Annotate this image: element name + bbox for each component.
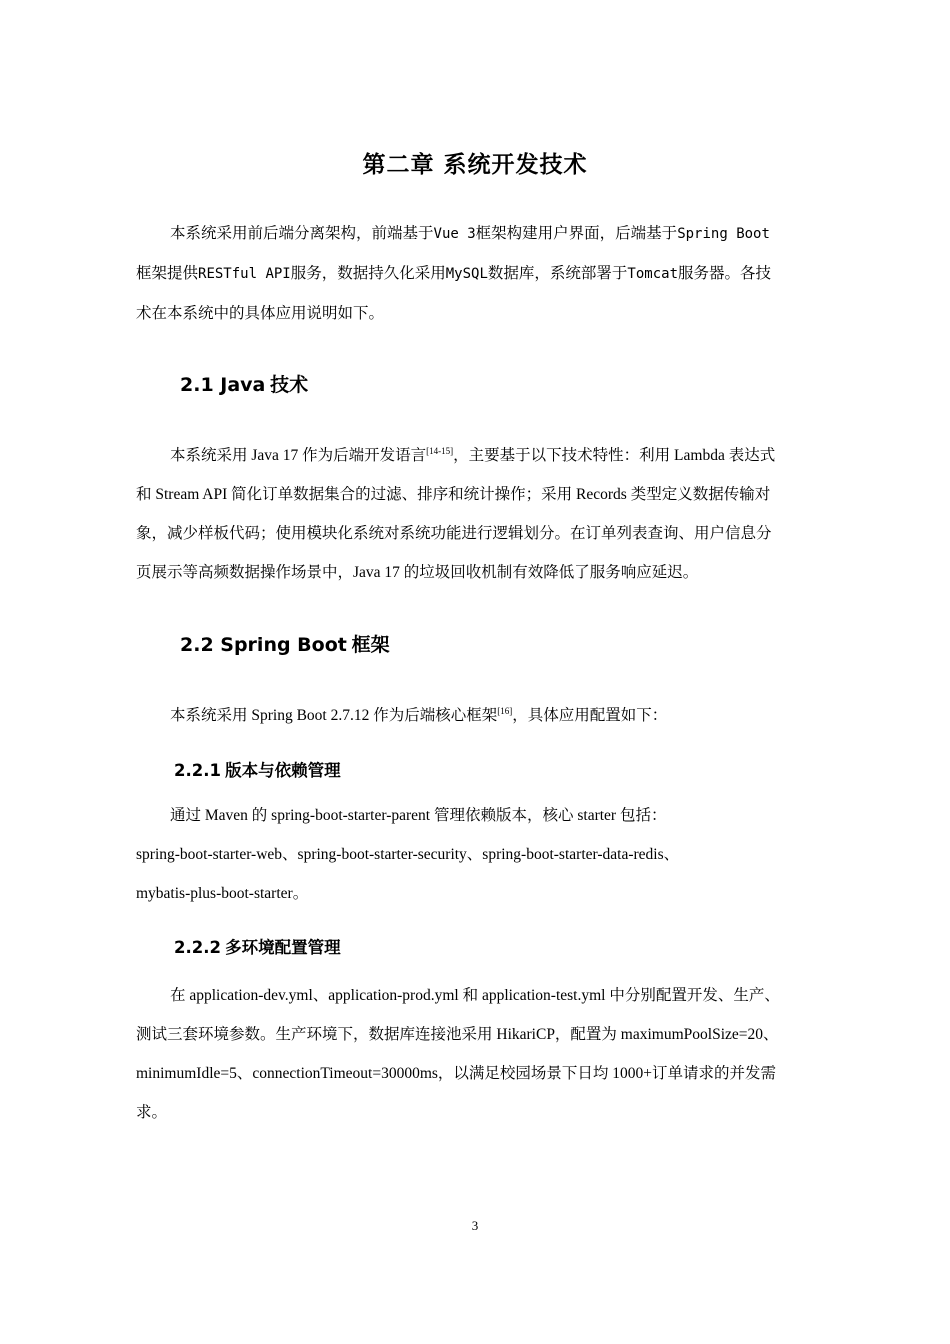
section-2-2-2-line-4: 求。 [136,1104,168,1121]
citation-ref: [16] [497,706,513,716]
section-2-2-1-line-3: mybatis-plus-boot-starter。 [136,885,309,902]
section-2-1-line-1: 本系统采用 Java 17 作为后端开发语言[14-15]，主要基于以下技术特性：利用 Lambda 表达式 [170,446,776,464]
section-2-2-1-paragraph [136,796,824,913]
page-number: 3 [471,1218,479,1233]
section-heading-2-2: 2.2 Spring Boot 框架 [180,634,390,656]
section-2-2-2-line-2: 测试三套环境参数。生产环境下，数据库连接池采用 HikariCP，配置为 maximumPoolSize=20、 [136,1026,779,1043]
section-2-1-line-2: 和 Stream API 简化订单数据集合的过滤、排序和统计操作；采用 Records 类型定义数据传输对 [136,486,771,503]
citation-ref: [14-15] [426,446,454,456]
section-2-1-paragraph [136,436,824,592]
intro-line-2: 框架提供RESTful API服务，数据持久化采用MySQL数据库，系统部署于Tomcat服务器。各技 [136,265,772,282]
chapter-title: 第二章 系统开发技术 [362,152,588,178]
section-2-2-2-line-1: 在 application-dev.yml、application-prod.yml 和 application-test.yml 中分别配置开发、生产、 [170,987,780,1004]
section-2-2-paragraph [136,696,824,735]
intro-paragraph [136,214,824,333]
section-2-1-line-3: 象，减少样板代码；使用模块化系统对系统功能进行逻辑划分。在订单列表查询、用户信息分 [136,525,772,542]
section-2-2-2-paragraph [136,976,824,1132]
section-heading-2-2-1: 2.2.1 版本与依赖管理 [174,761,341,780]
section-2-2-1-line-2: spring-boot-starter-web、spring-boot-starter-security、spring-boot-starter-data-redis、 [136,846,680,863]
section-2-2-2-line-3: minimumIdle=5、connectionTimeout=30000ms，以满足校园场景下日均 1000+订单请求的并发需 [136,1065,777,1082]
section-heading-2-2-2: 2.2.2 多环境配置管理 [174,938,341,957]
section-heading-2-1: 2.1 Java 技术 [180,374,309,396]
section-2-1-line-4: 页展示等高频数据操作场景中，Java 17 的垃圾回收机制有效降低了服务响应延迟。 [136,564,699,581]
section-2-2-line-1: 本系统采用 Spring Boot 2.7.12 作为后端核心框架[16]，具体应用配置如下： [170,706,668,724]
section-2-2-1-line-1: 通过 Maven 的 spring-boot-starter-parent 管理依赖版本，核心 starter 包括： [170,807,667,824]
intro-line-1: 本系统采用前后端分离架构，前端基于Vue 3框架构建用户界面，后端基于Spring Boot [170,225,770,242]
intro-line-3: 术在本系统中的具体应用说明如下。 [136,305,385,322]
